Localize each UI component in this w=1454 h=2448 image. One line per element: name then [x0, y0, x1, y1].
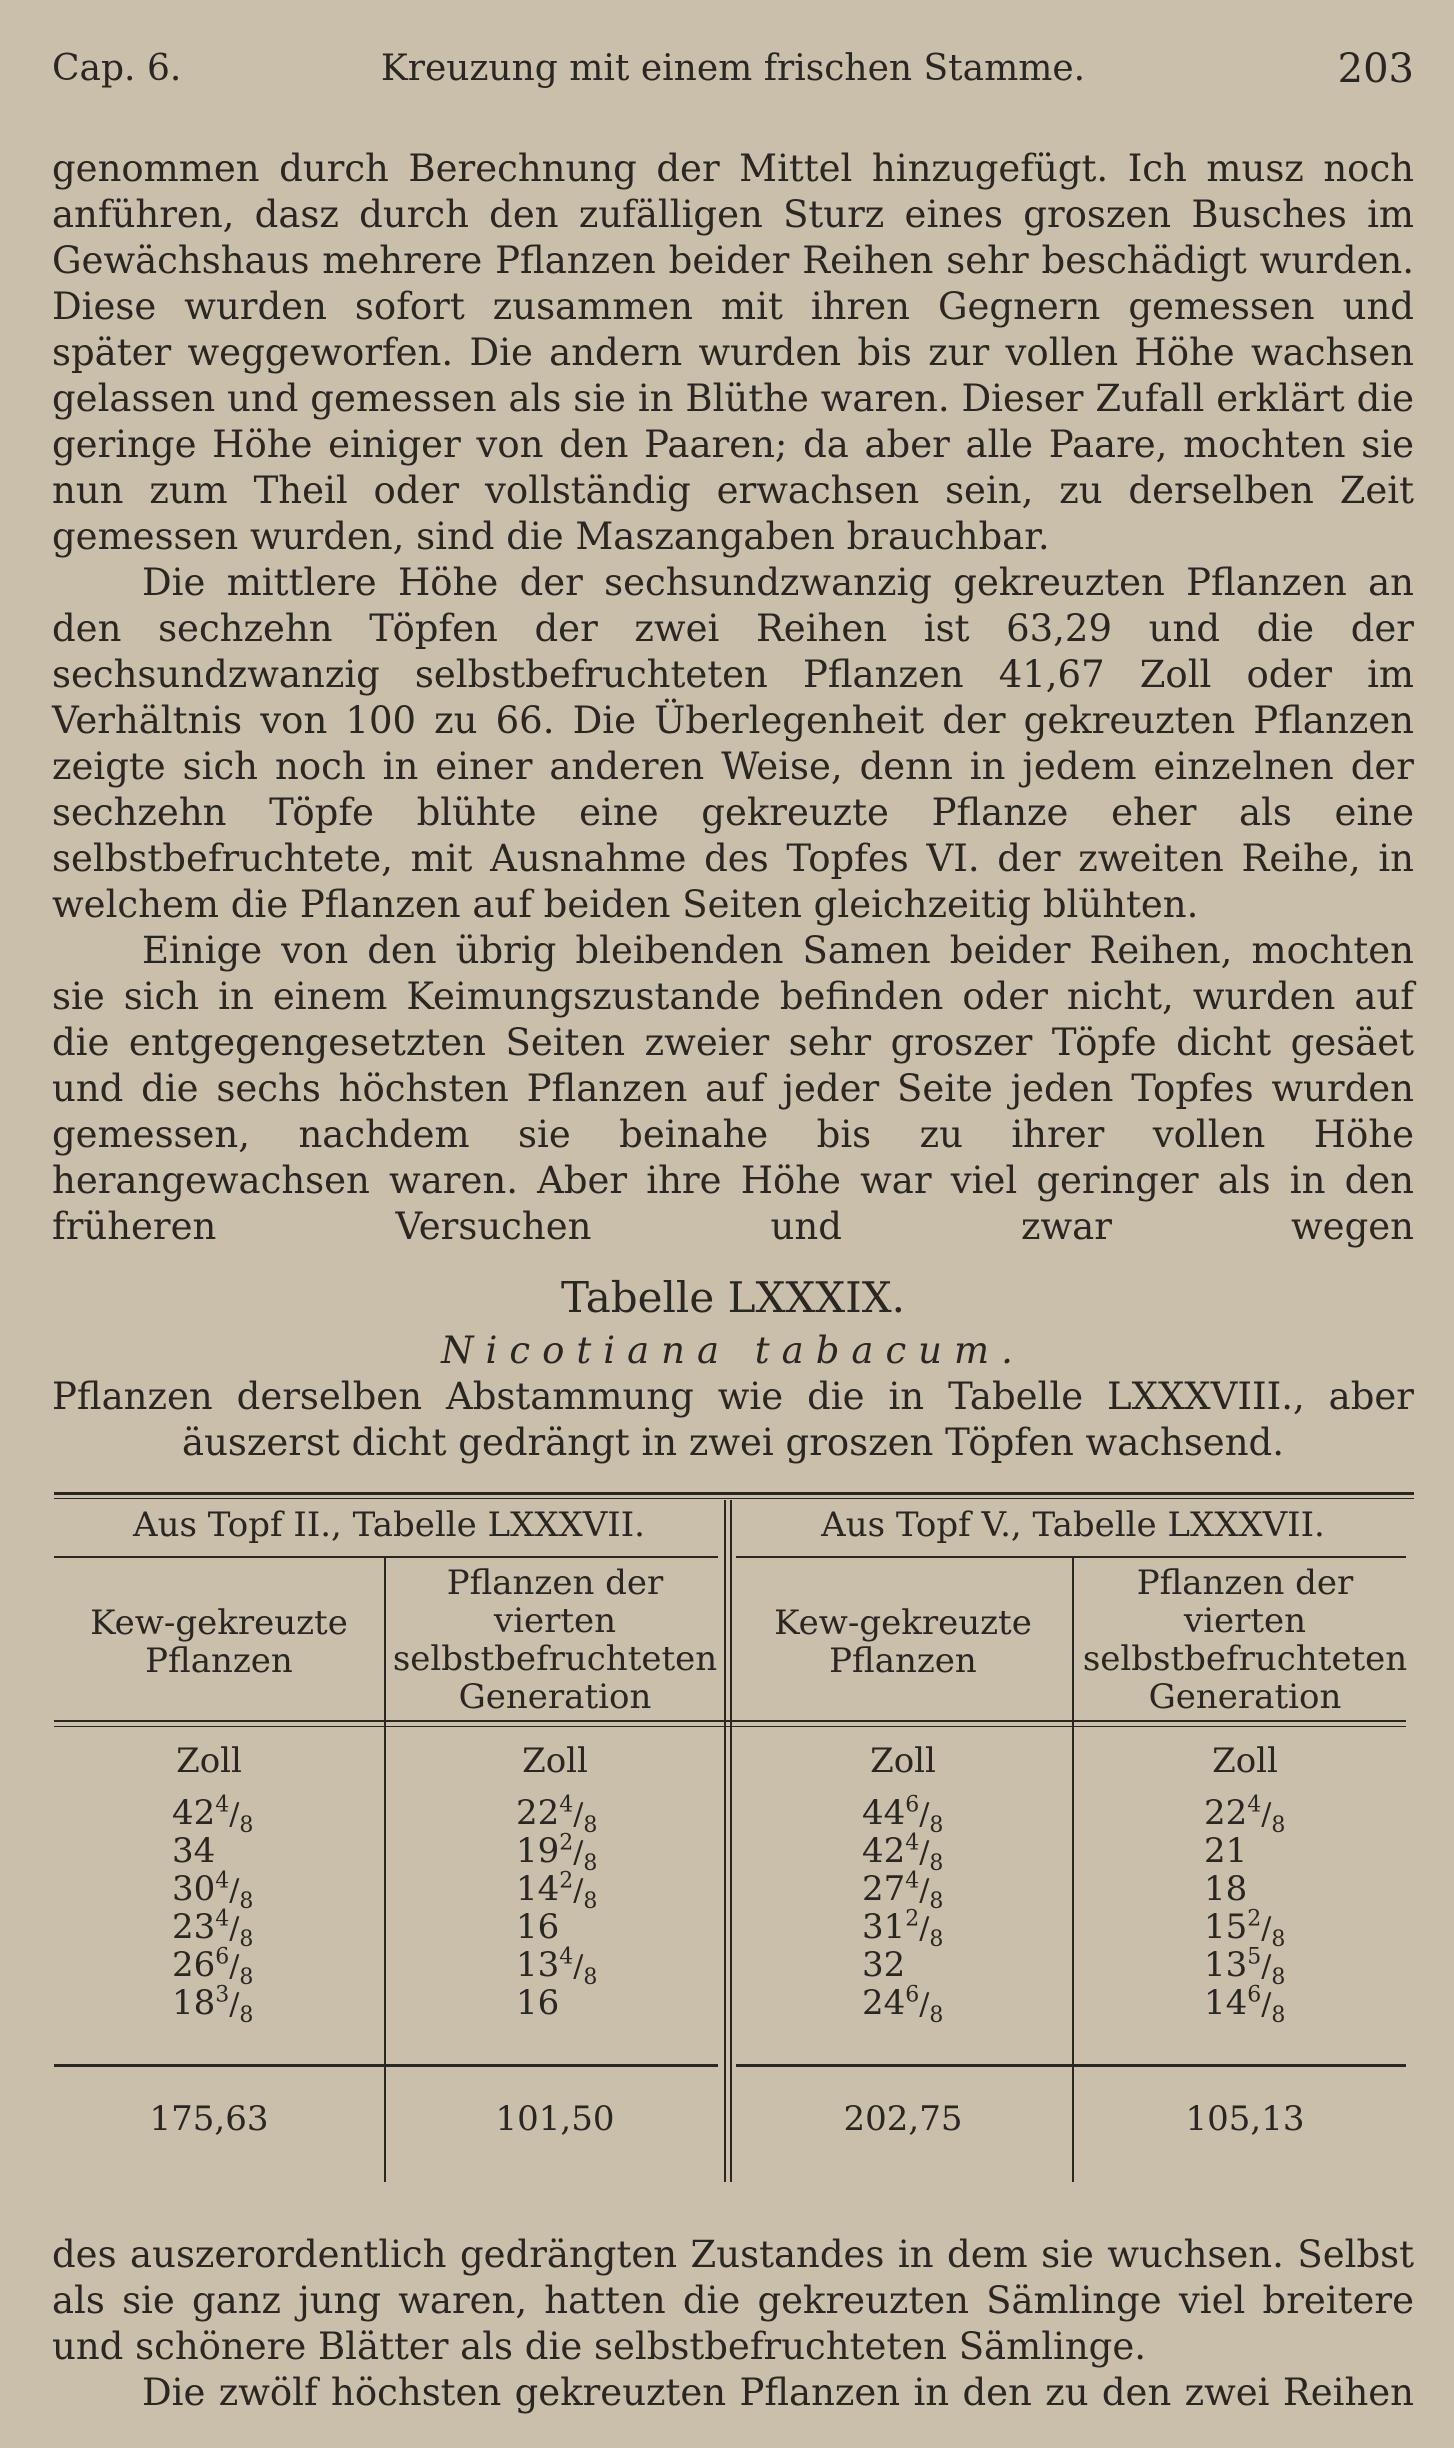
paragraph: Einige von den übrig bleibenden Samen beider Reihen, mochten sie sich in einem Keimungszustande befinden oder nicht, wurden auf die entgegengesetzten Seiten zweier sehr groszer Töpfe dicht gesäet und die sechs höchsten Pflanzen auf jeder Seite jeden Topfes wurden gemessen, nachdem sie beinahe bis zu ihrer vollen Höhe herangewachsen waren. Aber ihre Höhe war viel geringer als in den früheren Versuchen und zwar wegen	[52, 929, 1414, 1248]
table-cell: $14^6/_8$	[1204, 1982, 1286, 2028]
column-sum: 202,75	[843, 2099, 963, 2139]
chapter-label: Cap. 6.	[52, 48, 182, 89]
table-cell: $23^4/_8$	[172, 1906, 254, 1952]
group-label-left: Aus Topf II., Tabelle LXXXVII.	[133, 1505, 645, 1545]
value-column	[1204, 1792, 1286, 2028]
table-cell: 16	[516, 1983, 560, 2023]
value-column	[172, 1792, 254, 2028]
column-sum: 105,13	[1185, 2099, 1305, 2139]
table-cell: $22^4/_8$	[516, 1792, 598, 1838]
body-text-bottom	[52, 2232, 1414, 2416]
table-cell: 18	[1204, 1869, 1248, 1909]
table-cell: $22^4/_8$	[1204, 1792, 1286, 1838]
table-cell: $31^2/_8$	[862, 1906, 944, 1952]
value-column	[862, 1792, 944, 2028]
table-cell: $27^4/_8$	[862, 1868, 944, 1914]
column-header: Pflanzen der vierten selbstbefruchteten Generation	[392, 1563, 718, 1717]
unit-label: Zoll	[1212, 1741, 1278, 1781]
table-note: Pflanzen derselben Abstammung wie die in Tabelle LXXXVIII., aber äuszerst dicht gedrängt in zwei groszen Töpfen wachsend.	[52, 1375, 1414, 1464]
data-table	[54, 1492, 1414, 2182]
table-cell: 16	[516, 1907, 560, 1947]
column-header: Kew-gekreuzte Pflanzen	[774, 1603, 1032, 1681]
table-cell: $24^6/_8$	[862, 1982, 944, 2028]
group-label-right: Aus Topf V., Tabelle LXXXVII.	[821, 1505, 1325, 1545]
table-cell: $18^3/_8$	[172, 1982, 254, 2028]
table-cell: $44^6/_8$	[862, 1792, 944, 1838]
page-number: 203	[1337, 46, 1414, 92]
table-cell: 21	[1204, 1831, 1248, 1871]
table-cell: $30^4/_8$	[172, 1868, 254, 1914]
table-cell: $42^4/_8$	[862, 1830, 944, 1876]
table-cell: $19^2/_8$	[516, 1830, 598, 1876]
table-cell: $15^2/_8$	[1204, 1906, 1286, 1952]
running-title: Kreuzung mit einem frischen Stamme.	[380, 48, 1086, 89]
body-text-top	[52, 146, 1414, 1250]
column-header: Kew-gekreuzte Pflanzen	[90, 1603, 348, 1681]
table-caption	[52, 1268, 1414, 1466]
unit-label: Zoll	[870, 1741, 936, 1781]
paragraph: des auszerordentlich gedrängten Zustandes in dem sie wuchsen. Selbst als sie ganz jung waren, hatten die gekreuzten Sämlinge viel breitere und schönere Blätter als die selbstbefruchteten Sämlinge.	[52, 2233, 1414, 2368]
table-species: Nicotiana tabacum.	[441, 1329, 1025, 1372]
table-cell: $13^4/_8$	[516, 1944, 598, 1990]
table-cell: 32	[862, 1945, 906, 1985]
running-header	[52, 48, 1414, 98]
column-sum: 175,63	[149, 2099, 269, 2139]
column-header: Pflanzen der vierten selbstbefruchteten Generation	[1082, 1563, 1408, 1717]
unit-label: Zoll	[522, 1741, 588, 1781]
table-cell: 34	[172, 1831, 216, 1871]
column-sum: 101,50	[495, 2099, 615, 2139]
table-cell: $14^2/_8$	[516, 1868, 598, 1914]
table-title: Tabelle LXXXIX.	[560, 1273, 906, 1322]
table-cell: $42^4/_8$	[172, 1792, 254, 1838]
paragraph: Die zwölf höchsten gekreuzten Pflanzen in den zu den zwei Reihen	[142, 2371, 1414, 2414]
value-column	[516, 1794, 597, 2022]
paragraph: Die mittlere Höhe der sechsundzwanzig gekreuzten Pflanzen an den sechzehn Töpfen der zwei Reihen ist 63,29 und die der sechsundzwanzig selbstbefruchteten Pflanzen 41,67 Zoll oder im Verhältnis von 100 zu 66. Die Überlegenheit der gekreuzten Pflanzen zeigte sich noch in einer anderen Weise, denn in jedem einzelnen der sechzehn Töpfe blühte eine gekreuzte Pflanze eher als eine selbstbefruchtete, mit Ausnahme des Topfes VI. der zweiten Reihe, in welchem die Pflanzen auf beiden Seiten gleichzeitig blühten.	[52, 561, 1414, 926]
table-cell: $13^5/_8$	[1204, 1944, 1286, 1990]
table-cell: $26^6/_8$	[172, 1944, 254, 1990]
paragraph: genommen durch Berechnung der Mittel hinzugefügt. Ich musz noch anführen, dasz durch den zufälligen Sturz eines groszen Busches im Gewächshaus mehrere Pflanzen beider Reihen sehr beschädigt wurden. Diese wurden sofort zusammen mit ihren Gegnern gemessen und später weggeworfen. Die andern wurden bis zur vollen Höhe wachsen gelassen und gemessen als sie in Blüthe waren. Dieser Zufall erklärt die geringe Höhe einiger von den Paaren; da aber alle Paare, mochten sie nun zum Theil oder vollständig erwachsen sein, zu derselben Zeit gemessen wurden, sind die Maszangaben brauchbar.	[52, 147, 1414, 558]
unit-label: Zoll	[176, 1741, 242, 1781]
